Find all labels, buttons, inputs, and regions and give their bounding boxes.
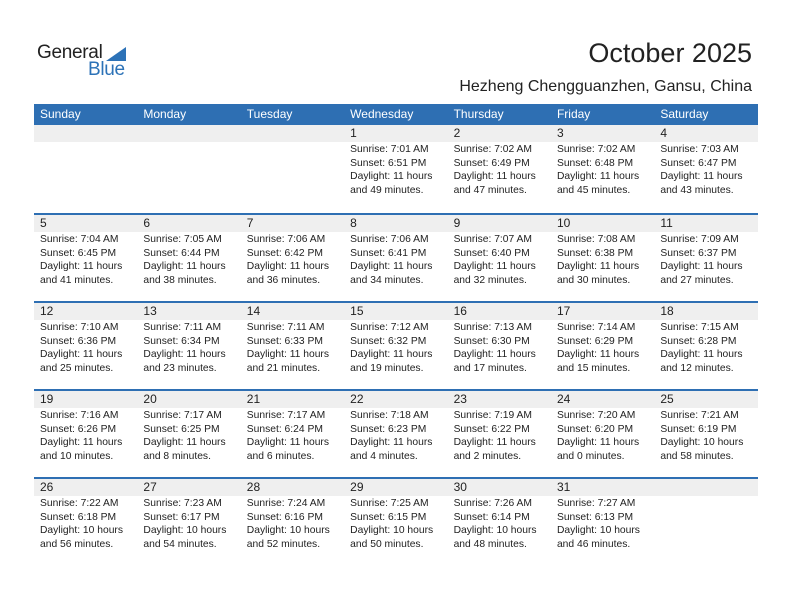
daylight-text [247, 170, 344, 184]
day-sun-info [241, 320, 344, 375]
daylight-text [143, 170, 240, 184]
daylight-text: Daylight: 11 hours [556, 349, 640, 361]
day-number: 20 [137, 391, 240, 408]
day-number: 28 [241, 479, 344, 496]
daylight-text: Daylight: 11 hours [660, 349, 743, 361]
sunset-text [247, 157, 344, 171]
day-number: 10 [551, 215, 654, 232]
logo-word-general: General [37, 42, 103, 63]
sunrise-text [143, 143, 240, 157]
page-title: October 2025 [588, 38, 752, 68]
day-number: 23 [448, 391, 551, 408]
minutes-text: and 19 minutes. [350, 362, 424, 374]
daylight-text: Daylight: 11 hours [350, 261, 433, 273]
daylight-text: Daylight: 11 hours [40, 437, 123, 449]
day-number: 24 [551, 391, 654, 408]
sunset-text: Sunset: 6:22 PM [453, 423, 530, 435]
day-cell [551, 125, 654, 197]
day-sun-info [344, 142, 447, 197]
day-number: 2 [448, 125, 551, 142]
day-cell [654, 215, 757, 287]
minutes-text: and 27 minutes. [660, 274, 734, 286]
sunrise-text: Sunrise: 7:01 AM [350, 144, 429, 155]
day-cell [241, 303, 344, 375]
day-sun-info [448, 232, 551, 287]
day-cell [34, 215, 137, 287]
day-number [34, 125, 137, 142]
sunrise-text [247, 143, 344, 157]
day-cell [448, 391, 551, 463]
day-cell [448, 479, 551, 551]
minutes-text: and 0 minutes. [556, 450, 625, 462]
daylight-text: Daylight: 11 hours [246, 437, 330, 449]
day-number: 6 [137, 215, 240, 232]
day-sun-info [34, 408, 137, 463]
minutes-text: and 6 minutes. [246, 450, 315, 462]
sunrise-text: Sunrise: 7:19 AM [453, 410, 532, 421]
minutes-text: and 45 minutes. [556, 184, 631, 196]
day-number: 17 [551, 303, 654, 320]
sunset-text: Sunset: 6:14 PM [453, 511, 530, 523]
week-row [34, 301, 758, 389]
sunrise-text: Sunrise: 7:11 AM [246, 322, 325, 333]
day-cell [551, 303, 654, 375]
sunrise-text: Sunrise: 7:20 AM [556, 410, 636, 421]
day-sun-info [241, 232, 344, 287]
sunrise-text: Sunrise: 7:26 AM [453, 498, 532, 509]
day-number: 8 [344, 215, 447, 232]
sunset-text [40, 157, 137, 171]
minutes-text [143, 184, 240, 198]
weekday-thursday: Thursday [453, 107, 504, 121]
day-cell [344, 125, 447, 197]
sunrise-text: Sunrise: 7:15 AM [660, 322, 739, 333]
sunrise-text: Sunrise: 7:12 AM [350, 322, 429, 333]
day-number: 5 [34, 215, 137, 232]
weekday-saturday: Saturday [660, 107, 709, 121]
day-number: 22 [344, 391, 447, 408]
day-cell [241, 391, 344, 463]
minutes-text: and 50 minutes. [350, 538, 424, 550]
week-row [34, 125, 758, 213]
minutes-text: and 8 minutes. [143, 450, 211, 462]
day-sun-info [448, 142, 551, 197]
day-number: 29 [344, 479, 447, 496]
sunrise-text: Sunrise: 7:13 AM [453, 322, 532, 333]
minutes-text [40, 184, 137, 198]
day-cell [137, 125, 240, 197]
weekday-sunday: Sunday [40, 107, 81, 121]
minutes-text: and 43 minutes. [660, 184, 734, 196]
day-number: 3 [551, 125, 654, 142]
sunrise-text: Sunrise: 7:03 AM [660, 144, 739, 155]
logo-word-blue: Blue [88, 59, 125, 80]
sunrise-text: Sunrise: 7:02 AM [556, 144, 636, 155]
day-sun-info [34, 142, 137, 197]
daylight-text: Daylight: 10 hours [660, 437, 744, 449]
day-cell [448, 215, 551, 287]
sunset-text: Sunset: 6:29 PM [556, 335, 634, 347]
day-cell [241, 215, 344, 287]
sunset-text: Sunset: 6:16 PM [246, 511, 323, 523]
sunrise-text: Sunrise: 7:08 AM [556, 234, 636, 245]
day-sun-info [34, 496, 137, 551]
sunset-text: Sunset: 6:20 PM [556, 423, 634, 435]
daylight-text: Daylight: 11 hours [246, 261, 330, 273]
sunrise-text: Sunrise: 7:09 AM [660, 234, 739, 245]
sunrise-text: Sunrise: 7:06 AM [246, 234, 326, 245]
minutes-text: and 49 minutes. [350, 184, 424, 196]
daylight-text: Daylight: 11 hours [40, 261, 123, 273]
minutes-text: and 10 minutes. [40, 450, 114, 462]
daylight-text: Daylight: 10 hours [556, 525, 640, 537]
sunset-text: Sunset: 6:18 PM [40, 511, 117, 523]
daylight-text: Daylight: 11 hours [246, 349, 330, 361]
day-sun-info [654, 320, 757, 375]
daylight-text: Daylight: 11 hours [556, 261, 640, 273]
day-sun-info [551, 408, 654, 463]
weekday-header-row [34, 104, 758, 125]
week-row-inner [34, 125, 758, 197]
day-number: 25 [654, 391, 757, 408]
day-sun-info [654, 142, 757, 197]
day-sun-info [654, 232, 757, 287]
sunset-text: Sunset: 6:42 PM [246, 247, 323, 259]
day-sun-info [34, 232, 137, 287]
week-row [34, 389, 758, 477]
day-cell [344, 479, 447, 551]
day-sun-info [34, 320, 137, 375]
daylight-text: Daylight: 11 hours [453, 261, 536, 273]
daylight-text: Daylight: 10 hours [40, 525, 123, 537]
week-row-inner [34, 215, 758, 287]
sunrise-text: Sunrise: 7:07 AM [453, 234, 532, 245]
sunrise-text: Sunrise: 7:06 AM [350, 234, 429, 245]
sunset-text: Sunset: 6:17 PM [143, 511, 220, 523]
sunrise-text: Sunrise: 7:21 AM [660, 410, 739, 421]
sunset-text: Sunset: 6:32 PM [350, 335, 427, 347]
day-sun-info [137, 142, 240, 197]
day-number: 27 [137, 479, 240, 496]
day-number: 7 [241, 215, 344, 232]
sunrise-text: Sunrise: 7:23 AM [143, 498, 222, 509]
day-sun-info [137, 496, 240, 551]
sunset-text: Sunset: 6:19 PM [660, 423, 737, 435]
sunset-text: Sunset: 6:34 PM [143, 335, 220, 347]
minutes-text: and 34 minutes. [350, 274, 424, 286]
day-sun-info [448, 408, 551, 463]
week-row [34, 477, 758, 565]
day-cell [344, 391, 447, 463]
day-number: 21 [241, 391, 344, 408]
day-number: 9 [448, 215, 551, 232]
weekday-monday: Monday [143, 107, 187, 121]
daylight-text: Daylight: 11 hours [350, 171, 433, 183]
sunset-text: Sunset: 6:37 PM [660, 247, 737, 259]
sunset-text: Sunset: 6:40 PM [453, 247, 530, 259]
daylight-text: Daylight: 11 hours [143, 261, 226, 273]
day-cell [448, 303, 551, 375]
sunrise-text: Sunrise: 7:11 AM [143, 322, 222, 333]
day-number: 13 [137, 303, 240, 320]
daylight-text [660, 524, 757, 538]
day-sun-info [241, 496, 344, 551]
day-cell [654, 479, 757, 551]
sunset-text: Sunset: 6:15 PM [350, 511, 427, 523]
day-cell [34, 125, 137, 197]
day-sun-info [137, 232, 240, 287]
sunset-text: Sunset: 6:44 PM [143, 247, 220, 259]
day-cell [551, 479, 654, 551]
daylight-text: Daylight: 11 hours [453, 437, 536, 449]
minutes-text: and 46 minutes. [556, 538, 631, 550]
sunrise-text: Sunrise: 7:02 AM [453, 144, 532, 155]
day-cell [654, 391, 757, 463]
day-cell [448, 125, 551, 197]
minutes-text: and 30 minutes. [556, 274, 631, 286]
sunset-text: Sunset: 6:24 PM [246, 423, 323, 435]
weekday-friday: Friday [556, 107, 591, 121]
daylight-text: Daylight: 11 hours [660, 261, 743, 273]
daylight-text [40, 170, 137, 184]
day-sun-info [654, 496, 757, 551]
day-cell [344, 303, 447, 375]
sunrise-text: Sunrise: 7:17 AM [143, 410, 222, 421]
sunrise-text: Sunrise: 7:18 AM [350, 410, 429, 421]
sunrise-text: Sunrise: 7:27 AM [556, 498, 636, 509]
day-cell [34, 479, 137, 551]
daylight-text: Daylight: 11 hours [556, 437, 640, 449]
sunset-text: Sunset: 6:13 PM [556, 511, 634, 523]
day-sun-info [654, 408, 757, 463]
day-number: 30 [448, 479, 551, 496]
minutes-text: and 32 minutes. [453, 274, 527, 286]
day-cell [137, 391, 240, 463]
week-row [34, 213, 758, 301]
day-cell [551, 215, 654, 287]
sunset-text: Sunset: 6:41 PM [350, 247, 427, 259]
day-sun-info [137, 320, 240, 375]
day-number: 26 [34, 479, 137, 496]
minutes-text: and 56 minutes. [40, 538, 114, 550]
day-number [241, 125, 344, 142]
daylight-text: Daylight: 10 hours [350, 525, 434, 537]
minutes-text [660, 538, 757, 552]
day-number: 1 [344, 125, 447, 142]
sunset-text: Sunset: 6:38 PM [556, 247, 634, 259]
minutes-text: and 15 minutes. [556, 362, 631, 374]
sunrise-text: Sunrise: 7:17 AM [246, 410, 326, 421]
daylight-text: Daylight: 11 hours [453, 349, 536, 361]
day-cell [241, 479, 344, 551]
sunset-text: Sunset: 6:48 PM [556, 157, 634, 169]
weeks-container [34, 125, 758, 565]
day-sun-info [551, 142, 654, 197]
day-number [137, 125, 240, 142]
day-number: 15 [344, 303, 447, 320]
sunset-text: Sunset: 6:26 PM [40, 423, 117, 435]
calendar-grid [34, 104, 758, 565]
day-number: 31 [551, 479, 654, 496]
day-number: 4 [654, 125, 757, 142]
weekday-wednesday: Wednesday [350, 107, 414, 121]
minutes-text: and 41 minutes. [40, 274, 114, 286]
sunrise-text: Sunrise: 7:22 AM [40, 498, 119, 509]
sunrise-text: Sunrise: 7:16 AM [40, 410, 119, 421]
minutes-text: and 17 minutes. [453, 362, 527, 374]
day-sun-info [448, 496, 551, 551]
week-row-inner [34, 303, 758, 375]
minutes-text: and 58 minutes. [660, 450, 734, 462]
minutes-text: and 4 minutes. [350, 450, 418, 462]
sunset-text: Sunset: 6:28 PM [660, 335, 737, 347]
day-sun-info [551, 320, 654, 375]
minutes-text: and 36 minutes. [246, 274, 321, 286]
day-number: 19 [34, 391, 137, 408]
day-cell [241, 125, 344, 197]
sunset-text: Sunset: 6:30 PM [453, 335, 530, 347]
day-sun-info [551, 232, 654, 287]
day-sun-info [241, 142, 344, 197]
day-cell [34, 303, 137, 375]
day-cell [137, 215, 240, 287]
week-row-inner [34, 391, 758, 463]
week-row-inner [34, 479, 758, 551]
day-sun-info [241, 408, 344, 463]
day-sun-info [344, 408, 447, 463]
day-cell [551, 391, 654, 463]
minutes-text: and 2 minutes. [453, 450, 522, 462]
sunset-text: Sunset: 6:36 PM [40, 335, 117, 347]
day-cell [137, 479, 240, 551]
sunset-text: Sunset: 6:51 PM [350, 157, 427, 169]
sunset-text [143, 157, 240, 171]
location-subtitle: Hezheng Chengguanzhen, Gansu, China [459, 78, 752, 95]
day-number: 11 [654, 215, 757, 232]
day-cell [137, 303, 240, 375]
daylight-text: Daylight: 11 hours [143, 437, 226, 449]
day-sun-info [344, 496, 447, 551]
daylight-text: Daylight: 11 hours [660, 171, 743, 183]
sunrise-text: Sunrise: 7:05 AM [143, 234, 222, 245]
day-cell [654, 303, 757, 375]
sunset-text: Sunset: 6:45 PM [40, 247, 117, 259]
minutes-text: and 25 minutes. [40, 362, 114, 374]
minutes-text: and 12 minutes. [660, 362, 734, 374]
daylight-text: Daylight: 11 hours [350, 349, 433, 361]
day-cell [344, 215, 447, 287]
sunset-text: Sunset: 6:25 PM [143, 423, 220, 435]
day-number: 12 [34, 303, 137, 320]
sunrise-text: Sunrise: 7:24 AM [246, 498, 326, 509]
daylight-text: Daylight: 11 hours [40, 349, 123, 361]
minutes-text: and 48 minutes. [453, 538, 527, 550]
day-number: 18 [654, 303, 757, 320]
daylight-text: Daylight: 11 hours [143, 349, 226, 361]
sunrise-text: Sunrise: 7:14 AM [556, 322, 636, 333]
day-sun-info [551, 496, 654, 551]
daylight-text: Daylight: 10 hours [453, 525, 537, 537]
sunset-text: Sunset: 6:49 PM [453, 157, 530, 169]
sunset-text: Sunset: 6:33 PM [246, 335, 323, 347]
day-sun-info [448, 320, 551, 375]
day-sun-info [344, 320, 447, 375]
sunrise-text: Sunrise: 7:25 AM [350, 498, 429, 509]
sunset-text: Sunset: 6:47 PM [660, 157, 737, 169]
sunset-text [660, 511, 757, 525]
minutes-text: and 54 minutes. [143, 538, 217, 550]
minutes-text: and 21 minutes. [246, 362, 321, 374]
logo [37, 42, 137, 82]
minutes-text: and 23 minutes. [143, 362, 217, 374]
daylight-text: Daylight: 11 hours [556, 171, 640, 183]
daylight-text: Daylight: 10 hours [246, 525, 330, 537]
sunrise-text: Sunrise: 7:10 AM [40, 322, 119, 333]
day-number [654, 479, 757, 496]
daylight-text: Daylight: 10 hours [143, 525, 227, 537]
day-sun-info [137, 408, 240, 463]
day-cell [34, 391, 137, 463]
minutes-text: and 38 minutes. [143, 274, 217, 286]
sunrise-text [40, 143, 137, 157]
day-number: 16 [448, 303, 551, 320]
minutes-text [247, 184, 344, 198]
daylight-text: Daylight: 11 hours [453, 171, 536, 183]
day-cell [654, 125, 757, 197]
minutes-text: and 52 minutes. [246, 538, 321, 550]
sunrise-text: Sunrise: 7:04 AM [40, 234, 119, 245]
weekday-tuesday: Tuesday [246, 107, 293, 121]
sunrise-text [660, 497, 757, 511]
sunset-text: Sunset: 6:23 PM [350, 423, 427, 435]
daylight-text: Daylight: 11 hours [350, 437, 433, 449]
day-sun-info [344, 232, 447, 287]
minutes-text: and 47 minutes. [453, 184, 527, 196]
day-number: 14 [241, 303, 344, 320]
